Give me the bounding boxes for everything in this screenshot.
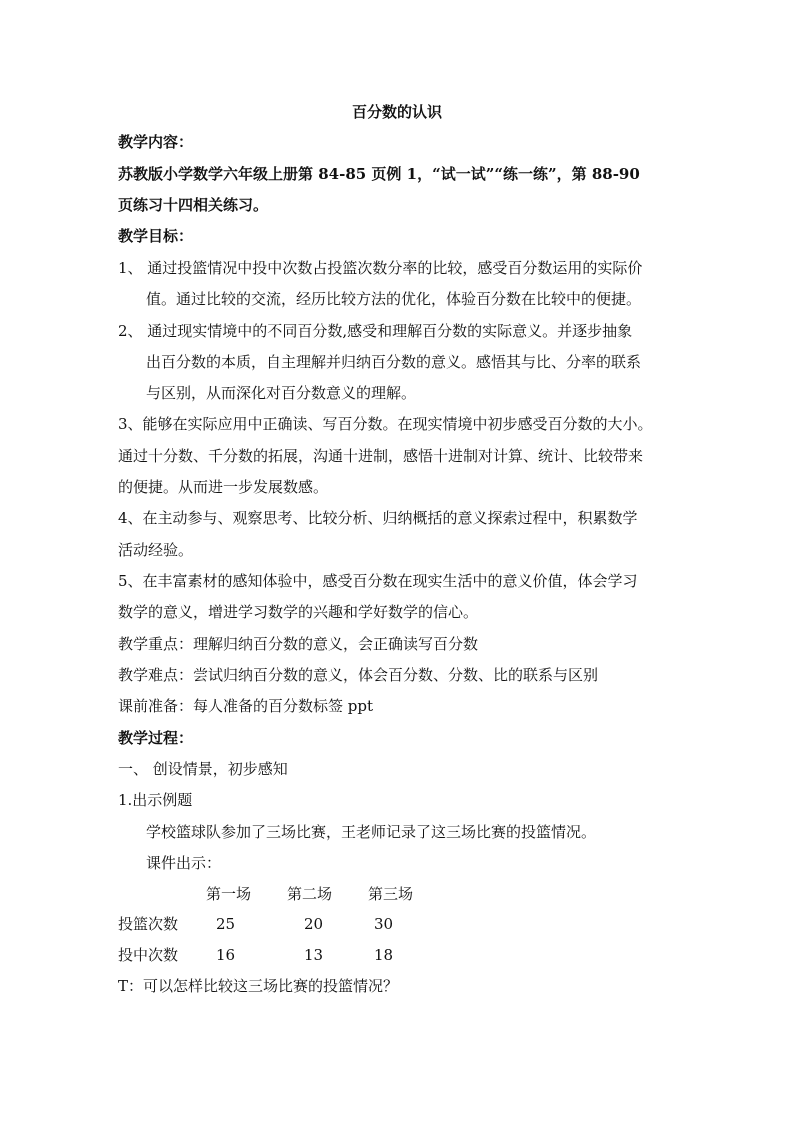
content-line-1: 苏教版小学数学六年级上册第 84-85 页例 1，“试一试”“练一练”，第 88-90 bbox=[118, 165, 640, 183]
example-heading: 1.出示例题 bbox=[118, 791, 193, 809]
page-title: 百分数的认识 bbox=[351, 103, 442, 121]
goal-5-line-2: 数学的意义，增进学习数学的兴趣和学好数学的信心。 bbox=[118, 603, 479, 621]
table-cell-made-3: 18 bbox=[374, 946, 394, 964]
table-cell-attempts-1: 25 bbox=[216, 915, 236, 933]
goal-4-line-1: 4、在主动参与、观察思考、比较分析、归纳概括的意义探索过程中，积累数学 bbox=[118, 509, 638, 527]
table-cell-attempts-3: 30 bbox=[374, 915, 394, 933]
goal-3-line-3: 的便捷。从而进一步发展数感。 bbox=[118, 478, 329, 496]
table-header-game-2: 第二场 bbox=[287, 885, 333, 903]
table-row-label-attempts: 投篮次数 bbox=[118, 915, 179, 933]
section-1-heading: 一、 创设情景，初步感知 bbox=[118, 760, 288, 778]
teacher-question: T：可以怎样比较这三场比赛的投篮情况？ bbox=[118, 977, 399, 995]
table-cell-attempts-2: 20 bbox=[304, 915, 324, 933]
preparation: 课前准备：每人准备的百分数标签 ppt bbox=[118, 697, 374, 715]
table-cell-made-1: 16 bbox=[216, 946, 236, 964]
courseware-label: 课件出示： bbox=[146, 854, 222, 872]
goal-2-line-2: 出百分数的本质，自主理解并归纳百分数的意义。感悟其与比、分率的联系 bbox=[146, 353, 642, 371]
difficulty: 教学难点：尝试归纳百分数的意义，体会百分数、分数、比的联系与区别 bbox=[118, 666, 599, 684]
goals-heading: 教学目标： bbox=[118, 227, 194, 245]
key-point: 教学重点：理解归纳百分数的意义，会正确读写百分数 bbox=[118, 635, 479, 653]
example-text: 学校篮球队参加了三场比赛，王老师记录了这三场比赛的投篮情况。 bbox=[146, 823, 597, 841]
goal-1-line-1: 1、 通过投篮情况中投中次数占投篮次数分率的比较，感受百分数运用的实际价 bbox=[118, 259, 643, 277]
table-cell-made-2: 13 bbox=[304, 946, 324, 964]
goal-5-line-1: 5、在丰富素材的感知体验中，感受百分数在现实生活中的意义价值，体会学习 bbox=[118, 572, 638, 590]
content-heading: 教学内容： bbox=[118, 133, 194, 151]
goal-3-line-1: 3、能够在实际应用中正确读、写百分数。在现实情境中初步感受百分数的大小。 bbox=[118, 415, 653, 433]
table-header-game-1: 第一场 bbox=[206, 885, 252, 903]
table-header-game-3: 第三场 bbox=[368, 885, 414, 903]
content-line-2: 页练习十四相关练习。 bbox=[118, 196, 269, 214]
process-heading: 教学过程： bbox=[118, 729, 194, 747]
goal-2-line-1: 2、 通过现实情境中的不同百分数,感受和理解百分数的实际意义。并逐步抽象 bbox=[118, 322, 633, 340]
table-row-label-made: 投中次数 bbox=[118, 946, 179, 964]
goal-4-line-2: 活动经验。 bbox=[118, 541, 194, 559]
goal-1-line-2: 值。通过比较的交流，经历比较方法的优化，体验百分数在比较中的便捷。 bbox=[146, 290, 642, 308]
goal-3-line-2: 通过十分数、千分数的拓展，沟通十进制，感悟十进制对计算、统计、比较带来 bbox=[118, 447, 644, 465]
goal-2-line-3: 与区别，从而深化对百分数意义的理解。 bbox=[146, 384, 417, 402]
